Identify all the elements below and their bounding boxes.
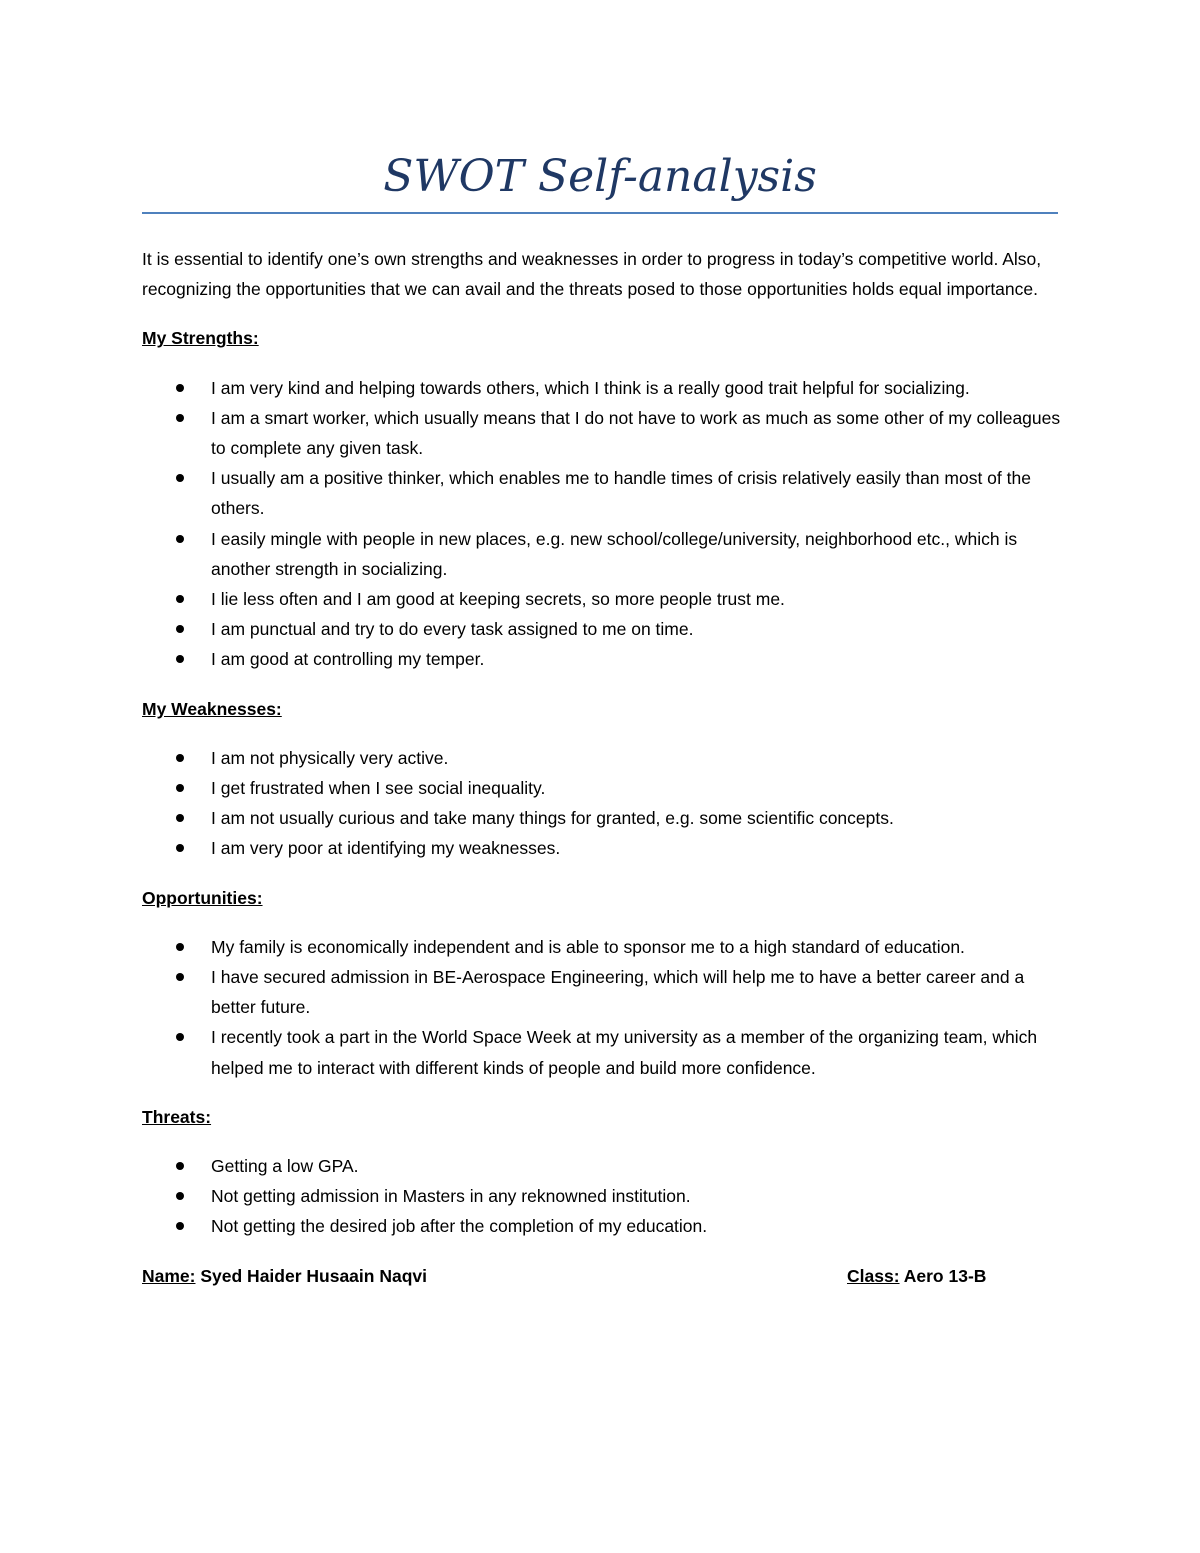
bullet-icon bbox=[176, 844, 184, 852]
strengths-heading: My Strengths: bbox=[142, 328, 259, 349]
list-item bbox=[142, 773, 1062, 803]
class-value: Aero 13-B bbox=[899, 1265, 987, 1286]
list-item bbox=[142, 1022, 1062, 1082]
bullet-icon bbox=[176, 1033, 184, 1041]
list-item-text: I am very kind and helping towards others, which I think is a really good trait helpful for socializing. bbox=[211, 377, 970, 398]
list-item bbox=[142, 644, 1062, 674]
document-body bbox=[142, 244, 1062, 1291]
bullet-icon bbox=[176, 814, 184, 822]
list-item-text: Getting a low GPA. bbox=[211, 1156, 359, 1177]
list-item-text: I am not physically very active. bbox=[211, 747, 449, 768]
list-item-text: I am not usually curious and take many things for granted, e.g. some scientific concepts. bbox=[211, 808, 894, 829]
bullet-icon bbox=[176, 474, 184, 482]
student-class bbox=[847, 1261, 986, 1291]
title-underline-rule bbox=[142, 212, 1058, 214]
weaknesses-heading: My Weaknesses: bbox=[142, 698, 282, 719]
list-item bbox=[142, 833, 1062, 863]
bullet-icon bbox=[176, 973, 184, 981]
list-item bbox=[142, 524, 1062, 584]
document-title: SWOT Self-analysis bbox=[383, 151, 817, 202]
bullet-icon bbox=[176, 1222, 184, 1230]
list-item-text: I recently took a part in the World Space Week at my university as a member of the organizing team, which helped me to interact with different kinds of people and build more confidence. bbox=[211, 1027, 1038, 1078]
list-item bbox=[142, 932, 1062, 962]
list-item bbox=[142, 1211, 1062, 1241]
list-item-text: I am very poor at identifying my weaknesses. bbox=[211, 838, 561, 859]
bullet-icon bbox=[176, 1192, 184, 1200]
intro-paragraph: It is essential to identify one’s own strengths and weaknesses in order to progress in today’s competitive world. Also, recognizing the opportunities that we can avail and the threats posed to those opportunities holds equal importance. bbox=[142, 249, 1042, 300]
weaknesses-list bbox=[142, 743, 1062, 864]
bullet-icon bbox=[176, 625, 184, 633]
list-item-text: Not getting admission in Masters in any reknowned institution. bbox=[211, 1186, 691, 1207]
list-item bbox=[142, 614, 1062, 644]
bullet-icon bbox=[176, 384, 184, 392]
threats-list bbox=[142, 1151, 1062, 1242]
list-item bbox=[142, 743, 1062, 773]
list-item-text: I have secured admission in BE-Aerospace Engineering, which will help me to have a better career and a better future. bbox=[211, 967, 1025, 1018]
bullet-icon bbox=[176, 414, 184, 422]
list-item bbox=[142, 403, 1062, 463]
threats-heading: Threats: bbox=[142, 1106, 212, 1127]
list-item bbox=[142, 373, 1062, 403]
list-item-text: Not getting the desired job after the completion of my education. bbox=[211, 1216, 708, 1237]
bullet-icon bbox=[176, 784, 184, 792]
list-item-text: I usually am a positive thinker, which enables me to handle times of crisis relatively easily than most of the others. bbox=[211, 468, 1031, 519]
name-value: Syed Haider Husaain Naqvi bbox=[195, 1265, 427, 1286]
bullet-icon bbox=[176, 754, 184, 762]
bullet-icon bbox=[176, 655, 184, 663]
class-label: Class: bbox=[847, 1265, 900, 1286]
list-item-text: I get frustrated when I see social inequality. bbox=[211, 778, 546, 799]
list-item-text: I am a smart worker, which usually means that I do not have to work as much as some other of my colleagues to complete any given task. bbox=[211, 407, 1061, 459]
list-item bbox=[142, 803, 1062, 833]
list-item bbox=[142, 962, 1062, 1022]
list-item bbox=[142, 1181, 1062, 1211]
list-item-text: I am punctual and try to do every task assigned to me on time. bbox=[211, 619, 694, 640]
student-name bbox=[142, 1261, 427, 1291]
list-item bbox=[142, 1151, 1062, 1181]
signature-line bbox=[142, 1261, 1062, 1291]
opportunities-list bbox=[142, 932, 1062, 1083]
bullet-icon bbox=[176, 535, 184, 543]
list-item bbox=[142, 463, 1062, 523]
opportunities-heading: Opportunities: bbox=[142, 887, 263, 908]
bullet-icon bbox=[176, 943, 184, 951]
list-item-text: My family is economically independent and is able to sponsor me to a high standard of education. bbox=[211, 936, 965, 957]
name-label: Name: bbox=[142, 1265, 196, 1286]
list-item bbox=[142, 584, 1062, 614]
strengths-list bbox=[142, 373, 1062, 675]
list-item-text: I easily mingle with people in new places, e.g. new school/college/university, neighborhood etc., which is another strength in socializing. bbox=[211, 528, 1018, 579]
list-item-text: I lie less often and I am good at keeping secrets, so more people trust me. bbox=[211, 589, 785, 610]
bullet-icon bbox=[176, 595, 184, 603]
list-item-text: I am good at controlling my temper. bbox=[211, 649, 485, 670]
bullet-icon bbox=[176, 1162, 184, 1170]
